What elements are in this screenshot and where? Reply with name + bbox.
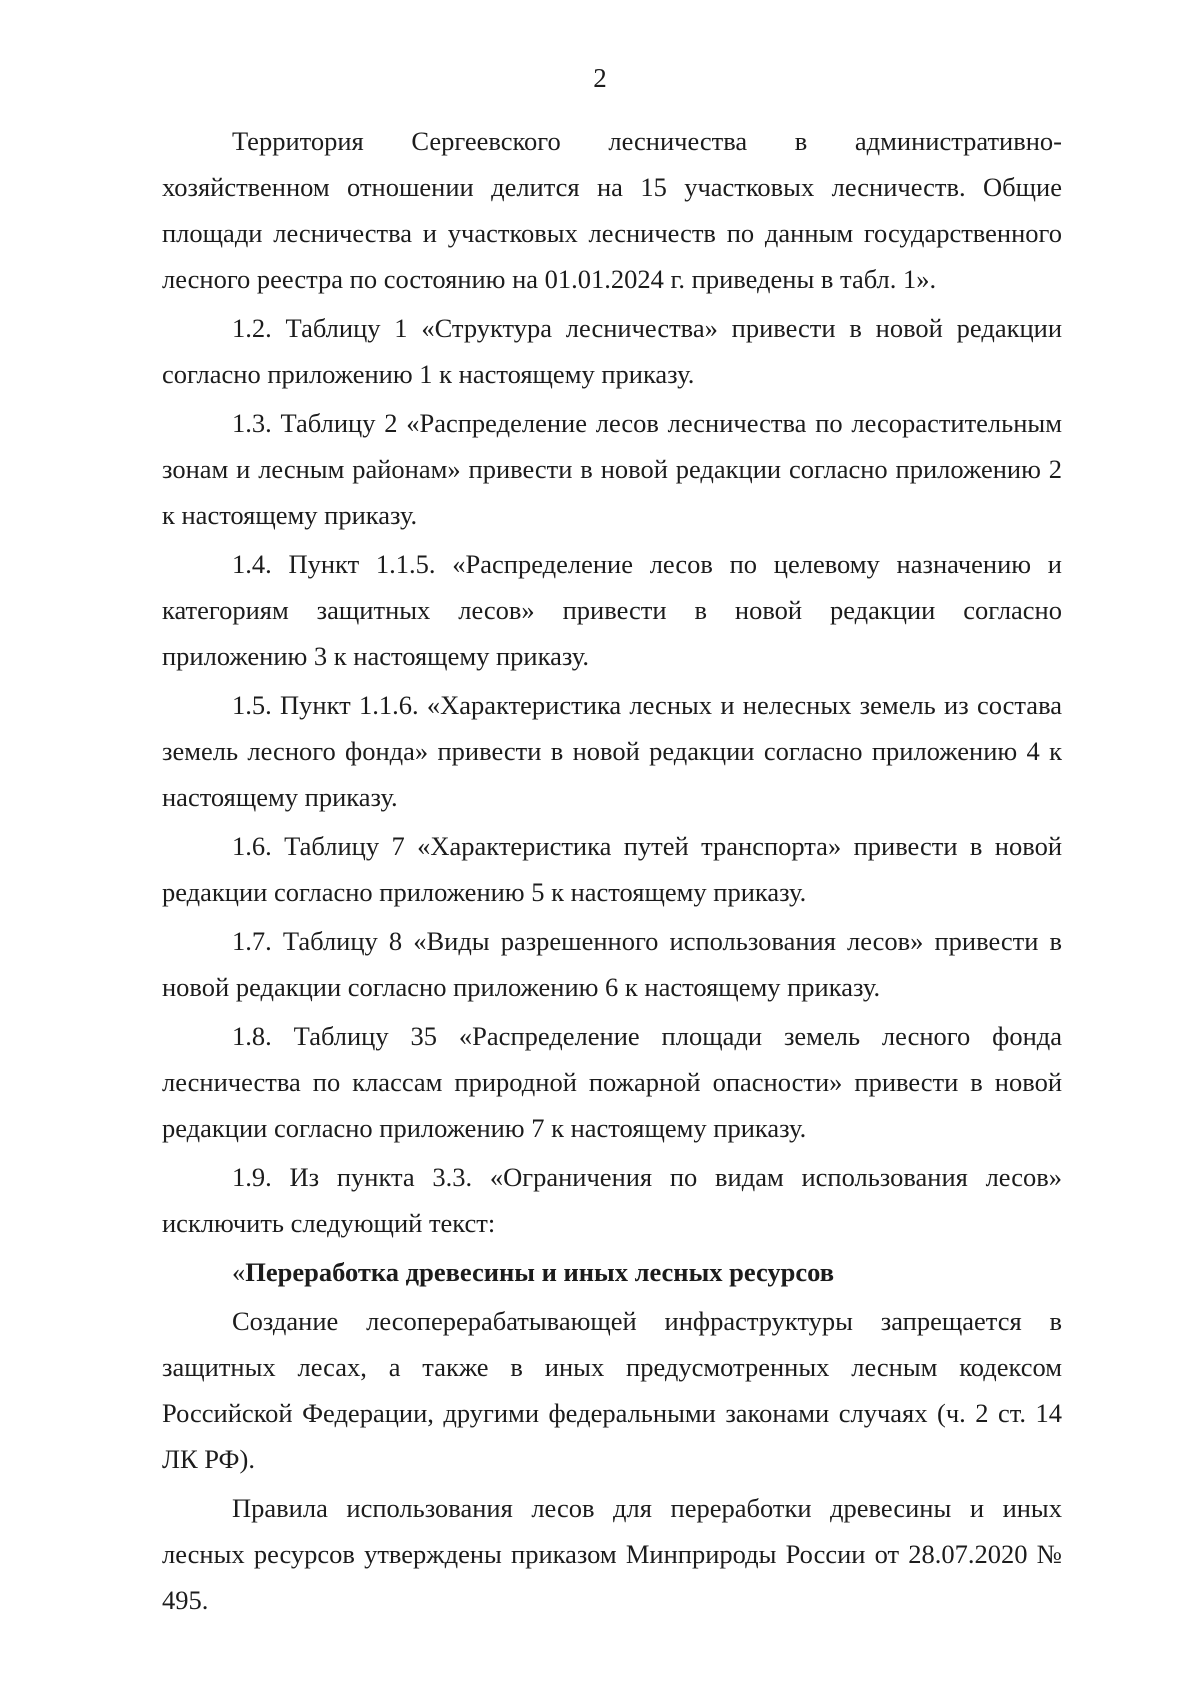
paragraph-rules: Правила использования лесов для переработки древесины и иных лесных ресурсов утверждены приказом Минприроды России от 28.07.2020 № 495. bbox=[162, 1493, 1062, 1615]
heading-quote: « bbox=[232, 1257, 246, 1287]
paragraph-territory: Территория Сергеевского лесничества в административно-хозяйственном отношении делится на 15 участковых лесничеств. Общие площади лесничества и участковых лесничеств по данным государственного лесного реестра по состоянию на 01.01.2024 г. приведены в табл. 1». bbox=[162, 126, 1062, 294]
document-body bbox=[162, 118, 1062, 1626]
paragraph-1-8: 1.8. Таблицу 35 «Распределение площади земель лесного фонда лесничества по классам природной пожарной опасности» привести в новой редакции согласно приложению 7 к настоящему приказу. bbox=[162, 1021, 1062, 1143]
paragraph-infrastructure: Создание лесоперерабатывающей инфраструктуры запрещается в защитных лесах, а также в иных предусмотренных лесным кодексом Российской Федерации, другими федеральными законами случаях (ч. 2 ст. 14 ЛК РФ). bbox=[162, 1306, 1062, 1474]
page-number: 2 bbox=[593, 63, 607, 93]
section-heading bbox=[162, 1249, 1062, 1295]
paragraph-1-2: 1.2. Таблицу 1 «Структура лесничества» привести в новой редакции согласно приложению 1 к настоящему приказу. bbox=[162, 313, 1062, 389]
paragraph-1-5: 1.5. Пункт 1.1.6. «Характеристика лесных и нелесных земель из состава земель лесного фонда» привести в новой редакции согласно приложению 4 к настоящему приказу. bbox=[162, 690, 1062, 812]
paragraph-1-6: 1.6. Таблицу 7 «Характеристика путей транспорта» привести в новой редакции согласно приложению 5 к настоящему приказу. bbox=[162, 831, 1062, 907]
paragraph-1-4: 1.4. Пункт 1.1.5. «Распределение лесов по целевому назначению и категориям защитных лесов» привести в новой редакции согласно приложению 3 к настоящему приказу. bbox=[162, 549, 1062, 671]
paragraph-1-7: 1.7. Таблицу 8 «Виды разрешенного использования лесов» привести в новой редакции согласно приложению 6 к настоящему приказу. bbox=[162, 926, 1062, 1002]
heading-text: Переработка древесины и иных лесных ресурсов bbox=[245, 1257, 835, 1287]
paragraph-1-3: 1.3. Таблицу 2 «Распределение лесов лесничества по лесорастительным зонам и лесным районам» привести в новой редакции согласно приложению 2 к настоящему приказу. bbox=[162, 408, 1062, 530]
paragraph-1-9: 1.9. Из пункта 3.3. «Ограничения по видам использования лесов» исключить следующий текст: bbox=[162, 1162, 1062, 1238]
